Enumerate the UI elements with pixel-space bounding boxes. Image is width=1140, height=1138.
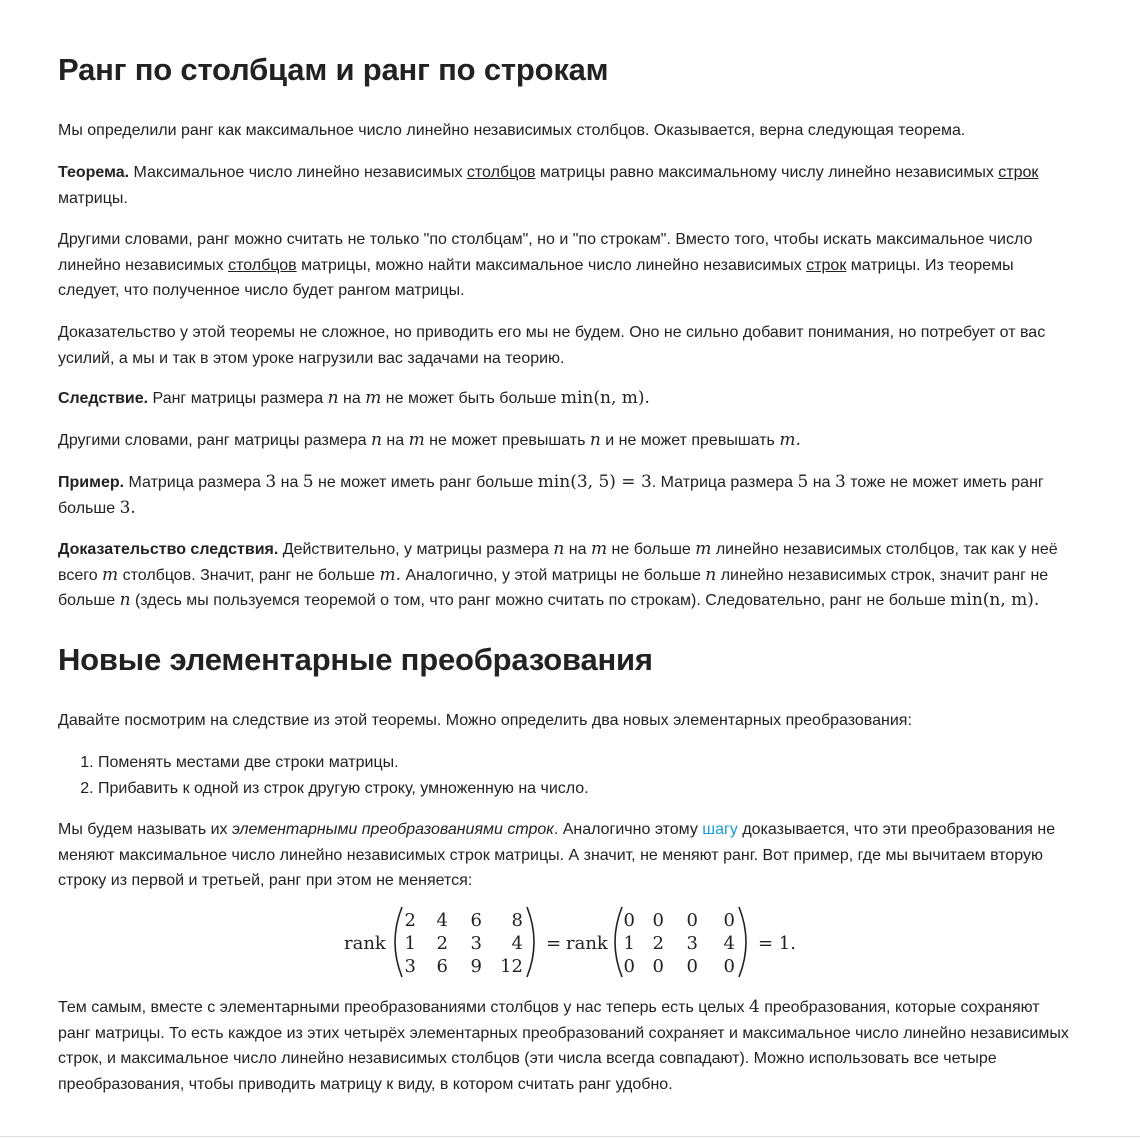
underlined-term: столбцов <box>466 164 536 181</box>
list-item: 2. Прибавить к одной из строк другую строку, умноженную на число. <box>98 776 1112 802</box>
text: не может быть больше <box>381 390 561 407</box>
math-var: n <box>119 590 131 611</box>
text: матрицы. <box>58 189 128 207</box>
rephrase-paragraph <box>58 428 1072 454</box>
text: и не может превышать <box>600 432 780 449</box>
matrix-cell: 2 <box>436 933 448 954</box>
math-expr: min(n, m). <box>560 388 650 408</box>
rank-operator: rank <box>344 933 386 954</box>
text: линейно независимых строк, значит ранг не больше <box>58 566 1049 610</box>
matrix-cell: 1 <box>404 933 416 954</box>
text: столбцов. Значит, ранг не больше <box>118 566 380 584</box>
underlined-term: столбцов <box>228 256 297 274</box>
math-var: m <box>408 430 425 450</box>
matrix-cell: 3 <box>404 956 416 977</box>
rank-formula <box>0 903 1082 983</box>
intro-paragraph: Мы определили ранг как максимальное число линейно независимых столбцов. Оказывается, верна следующая теорема. <box>58 122 966 139</box>
matrix-cell: 0 <box>686 956 698 977</box>
underlined-term: строк <box>998 164 1039 181</box>
theorem-label: Теорема. <box>58 164 130 181</box>
math-expr: min(3, 5) = 3 <box>537 472 652 492</box>
text: Аналогично, у этой матрицы не больше <box>401 566 706 584</box>
text: Другими словами, ранг матрицы размера <box>58 432 371 449</box>
math-var: n <box>371 430 382 450</box>
corollary-proof-paragraph <box>58 537 1072 614</box>
emphasis-term: элементарными преобразованиями строк <box>231 821 554 838</box>
matrix-cell: 0 <box>652 910 664 931</box>
matrix-cell: 0 <box>723 956 735 977</box>
left-paren <box>395 907 402 977</box>
matrix-cell: 0 <box>723 910 735 931</box>
text: Матрица размера <box>124 474 266 491</box>
math-num: 3. <box>119 497 136 518</box>
left-paren <box>615 907 622 977</box>
explanation-paragraph <box>58 227 1072 304</box>
text: (здесь мы пользуемся теоремой о том, что ранг можно считать по строкам). Следовательно, ранг не больше <box>130 592 951 610</box>
corollary-paragraph <box>58 386 1072 412</box>
transforms-intro-paragraph: Давайте посмотрим на следствие из этой теоремы. Можно определить два новых элементарных преобразования: <box>58 712 912 729</box>
math-var: m. <box>779 430 801 450</box>
matrix-cell: 1 <box>623 933 635 954</box>
matrix-cell: 4 <box>723 933 735 954</box>
math-num: 5 <box>797 472 809 492</box>
text: не может превышать <box>424 432 590 449</box>
text: Максимальное число линейно независимых <box>129 164 467 181</box>
rank-operator: rank <box>566 933 608 954</box>
right-paren <box>527 907 534 977</box>
matrix-cell: 12 <box>500 956 523 977</box>
matrix-b <box>624 910 735 977</box>
step-link[interactable]: шагу <box>702 821 738 838</box>
example-paragraph <box>58 470 1072 521</box>
matrix-cell: 0 <box>686 910 698 931</box>
text: . Аналогично этому <box>553 821 703 838</box>
matrix-cell: 0 <box>652 956 664 977</box>
matrix-cell: 6 <box>470 910 482 931</box>
matrix-cell: 0 <box>623 910 635 931</box>
text: на <box>808 474 835 491</box>
matrix-cell: 6 <box>436 956 448 977</box>
text: преобразования, которые сохраняют ранг матрицы. То есть каждое из этих четырёх элементарных преобразований сохраняет и максимальное число линейно независимых строк, и максимальное число линейно независимых столбцов (эти числа всегда совпадают). Можно использовать все четыре преобразования, чтобы приводить матрицу к виду, в котором считать ранг удобно. <box>58 999 1069 1093</box>
math-num: 3 <box>265 472 277 492</box>
underlined-term: строк <box>806 256 847 274</box>
matrix-cell: 3 <box>686 933 698 954</box>
math-var: n <box>327 388 339 408</box>
matrix-cell: 4 <box>436 910 448 931</box>
proof-label: Доказательство следствия. <box>58 541 279 558</box>
matrix-cell: 0 <box>623 956 635 977</box>
theorem-paragraph <box>58 160 1072 211</box>
text: не больше <box>607 541 696 558</box>
transforms-list <box>58 750 1112 801</box>
math-var: n <box>705 564 717 585</box>
text: Тем самым, вместе с элементарными преобразованиями столбцов у нас теперь есть целых <box>58 999 749 1016</box>
matrix-cell: 8 <box>511 910 523 931</box>
text: тоже не может иметь ранг больше <box>58 474 1044 517</box>
list-item: 1. Поменять местами две строки матрицы. <box>98 750 1112 776</box>
example-label: Пример. <box>58 474 125 491</box>
math-num: 5 <box>302 472 314 492</box>
conclusion-paragraph <box>58 995 1072 1097</box>
corollary-label: Следствие. <box>58 390 149 407</box>
section-heading-rank: Ранг по столбцам и ранг по строкам <box>58 52 609 87</box>
matrix-cell: 2 <box>652 933 664 954</box>
math-var: m <box>590 539 608 559</box>
math-expr: min(n, m). <box>950 590 1040 611</box>
bottom-divider <box>0 1136 1140 1137</box>
text: на <box>564 541 591 558</box>
text: доказывается, что эти преобразования не меняют максимальное число линейно независимых строк матрицы. А значит, не меняют ранг. Вот пример, где мы вычитаем вторую строку из первой и третьей, ранг при этом не меняется: <box>58 821 1056 890</box>
text: на <box>338 390 366 407</box>
proof-note-paragraph: Доказательство у этой теоремы не сложное, но приводить его мы не будем. Оно не сильно добавит понимания, но потребует от вас усилий, а мы и так в этом уроке нагрузили вас задачами на теорию. <box>58 324 1046 367</box>
matrix-cell: 4 <box>511 933 523 954</box>
math-var: n <box>589 430 601 450</box>
section-heading-elementary: Новые элементарные преобразования <box>58 642 653 677</box>
text: не может иметь ранг больше <box>313 474 538 491</box>
math-var: n <box>553 539 565 559</box>
right-paren <box>739 907 746 977</box>
text: линейно независимых столбцов, так как у неё всего <box>58 541 1058 584</box>
text: матрицы, можно найти максимальное число линейно независимых <box>296 256 807 274</box>
equals-sign: = <box>546 933 562 954</box>
text: матрицы равно максимальному числу линейно независимых <box>535 164 999 181</box>
result: = 1. <box>758 933 796 954</box>
row-transforms-paragraph <box>58 817 1072 894</box>
math-var: m. <box>379 564 402 585</box>
math-var: m <box>695 539 712 559</box>
text: Мы будем называть их <box>58 821 232 838</box>
text: . Матрица размера <box>651 474 798 491</box>
math-num: 3 <box>834 472 846 492</box>
text: Ранг матрицы размера <box>148 390 328 407</box>
matrix-a <box>405 910 523 977</box>
matrix-cell: 3 <box>470 933 482 954</box>
math-var: m <box>365 388 382 408</box>
matrix-cell: 2 <box>404 910 416 931</box>
text: Действительно, у матрицы размера <box>278 541 554 558</box>
matrix-cell: 9 <box>470 956 482 977</box>
text: на <box>276 474 303 491</box>
text: на <box>381 432 409 449</box>
math-var: m <box>102 564 119 585</box>
text: матрицы. Из теоремы следует, что полученное число будет рангом матрицы. <box>58 256 1014 300</box>
math-num: 4 <box>748 997 760 1017</box>
text: Другими словами, ранг можно считать не только "по столбцам", но и "по строкам". Вместо того, чтобы искать максимальное число линейно независимых <box>58 231 1033 274</box>
